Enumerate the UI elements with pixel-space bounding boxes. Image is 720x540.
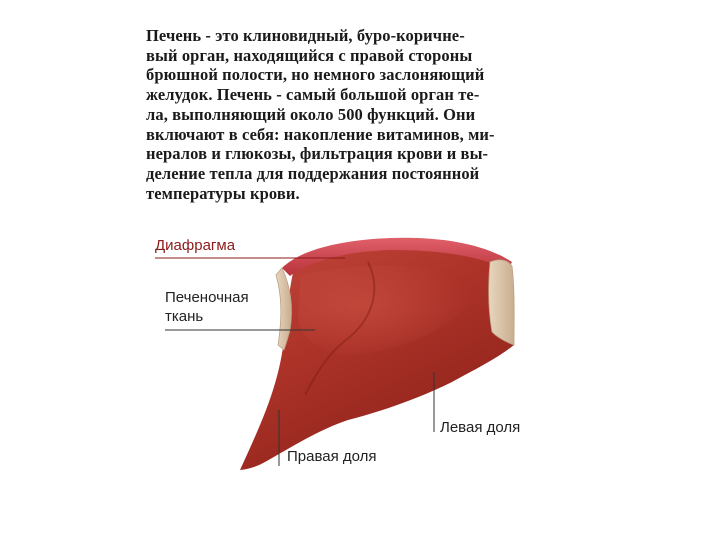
paragraph-line: ла, выполняющий около 500 функций. Они <box>146 104 476 124</box>
paragraph-line: включают в себя: накопление витаминов, ми- <box>146 124 495 144</box>
liver-tissue-label-line2: ткань <box>165 308 204 325</box>
liver-tissue-cut-right <box>489 260 514 345</box>
liver-tissue-label <box>165 288 249 326</box>
liver-tissue-label-line1: Печеночная <box>165 289 249 306</box>
paragraph-line: температуры крови. <box>146 183 300 203</box>
paragraph-line: вый орган, находящийся с правой стороны <box>146 45 473 65</box>
diaphragm-label: Диафрагма <box>155 237 236 254</box>
paragraph-line: желудок. Печень - самый большой орган те- <box>146 85 480 105</box>
paragraph-line: Печень - это клиновидный, буро-коричне- <box>146 26 465 45</box>
paragraph-line: брюшной полости, но немного заслоняющий <box>146 65 485 85</box>
left-lobe-label: Левая доля <box>440 419 521 436</box>
paragraph-line: нералов и глюкозы, фильтрация крови и вы- <box>146 144 489 164</box>
right-lobe-label: Правая доля <box>287 448 377 465</box>
paragraph-line: деление тепла для поддержания постоянной <box>146 163 480 183</box>
